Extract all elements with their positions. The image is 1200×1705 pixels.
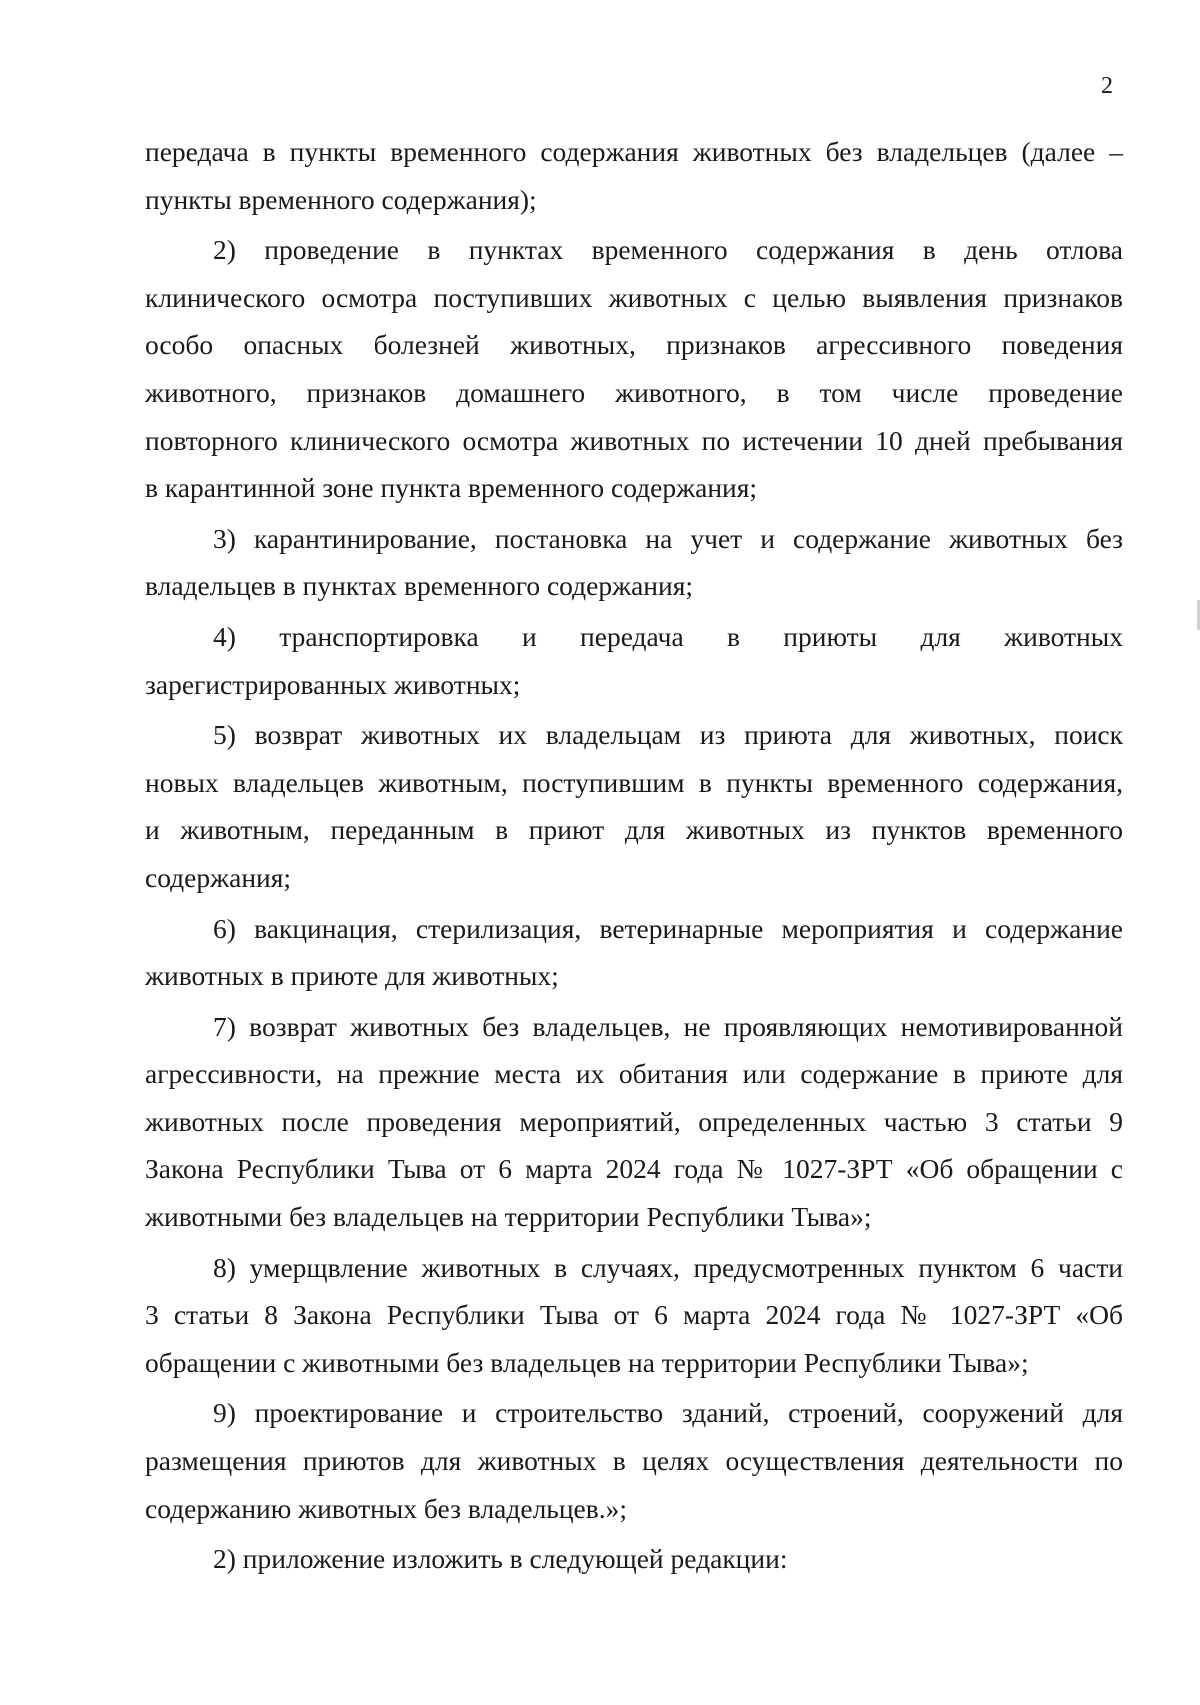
text-line: новых владельцев животным, поступившим в пункты временного содержания, xyxy=(145,766,1123,798)
text-line: обращении с животными без владельцев на территории Республики Тыва»; xyxy=(145,1346,1029,1378)
paragraph-p1 xyxy=(145,226,1123,512)
text-line: содержания; xyxy=(145,861,292,893)
text-line: 7) возврат животных без владельцев, не проявляющих немотивированной xyxy=(213,1010,1123,1042)
paragraph-p2 xyxy=(145,515,1123,610)
paragraph-p7 xyxy=(145,1244,1123,1387)
paragraph-p3 xyxy=(145,613,1123,708)
text-line: 3) карантинирование, постановка на учет и содержание животных без xyxy=(213,522,1123,554)
text-line: Закона Республики Тыва от 6 марта 2024 года № 1027-ЗРТ «Об обращении с xyxy=(145,1153,1123,1185)
document-body xyxy=(145,128,1123,1583)
paragraph-p4 xyxy=(145,711,1123,901)
text-line: животного, признаков домашнего животного, в том числе проведение xyxy=(145,376,1123,408)
paragraph-p0 xyxy=(145,128,1123,223)
paragraph-p9 xyxy=(145,1535,1123,1583)
text-line: особо опасных болезней животных, признаков агрессивного поведения xyxy=(145,329,1123,361)
text-line: передача в пункты временного содержания животных без владельцев (далее – xyxy=(145,136,1123,167)
paragraph-p6 xyxy=(145,1003,1123,1241)
text-line: владельцев в пунктах временного содержания; xyxy=(145,570,694,602)
text-line: содержанию животных без владельцев.»; xyxy=(145,1492,628,1524)
text-line: клинического осмотра поступивших животных с целью выявления признаков xyxy=(145,281,1123,313)
text-line: размещения приютов для животных в целях осуществления деятельности по xyxy=(145,1445,1123,1477)
text-line: 8) умерщвление животных в случаях, предусмотренных пунктом 6 части xyxy=(213,1251,1123,1283)
text-line: в карантинной зоне пункта временного содержания; xyxy=(145,472,758,504)
text-line: животных после проведения мероприятий, определенных частью 3 статьи 9 xyxy=(145,1105,1123,1137)
text-line: 3 статьи 8 Закона Республики Тыва от 6 марта 2024 года № 1027-ЗРТ «Об xyxy=(145,1299,1123,1331)
text-line: 5) возврат животных их владельцам из приюта для животных, поиск xyxy=(213,719,1123,751)
text-line: зарегистрированных животных; xyxy=(145,668,521,700)
text-line: 2) проведение в пунктах временного содержания в день отлова xyxy=(213,234,1123,266)
text-line: животными без владельцев на территории Республики Тыва»; xyxy=(145,1201,872,1233)
text-line: 2) приложение изложить в следующей редакции: xyxy=(213,1543,788,1575)
paragraph-p5 xyxy=(145,905,1123,1000)
text-line: 6) вакцинация, стерилизация, ветеринарные мероприятия и содержание xyxy=(213,912,1123,944)
text-line: 4) транспортировка и передача в приюты для животных xyxy=(213,620,1123,652)
text-line: 9) проектирование и строительство зданий, строений, сооружений для xyxy=(213,1397,1123,1429)
text-line: и животным, переданным в приют для животных из пунктов временного xyxy=(145,814,1123,846)
text-line: агрессивности, на прежние места их обитания или содержание в приюте для xyxy=(145,1058,1123,1090)
page-number: 2 xyxy=(1101,73,1113,99)
text-line: пункты временного содержания); xyxy=(145,183,537,215)
text-line: животных в приюте для животных; xyxy=(145,960,559,992)
text-line: повторного клинического осмотра животных по истечении 10 дней пребывания xyxy=(145,424,1123,456)
paragraph-p8 xyxy=(145,1389,1123,1532)
